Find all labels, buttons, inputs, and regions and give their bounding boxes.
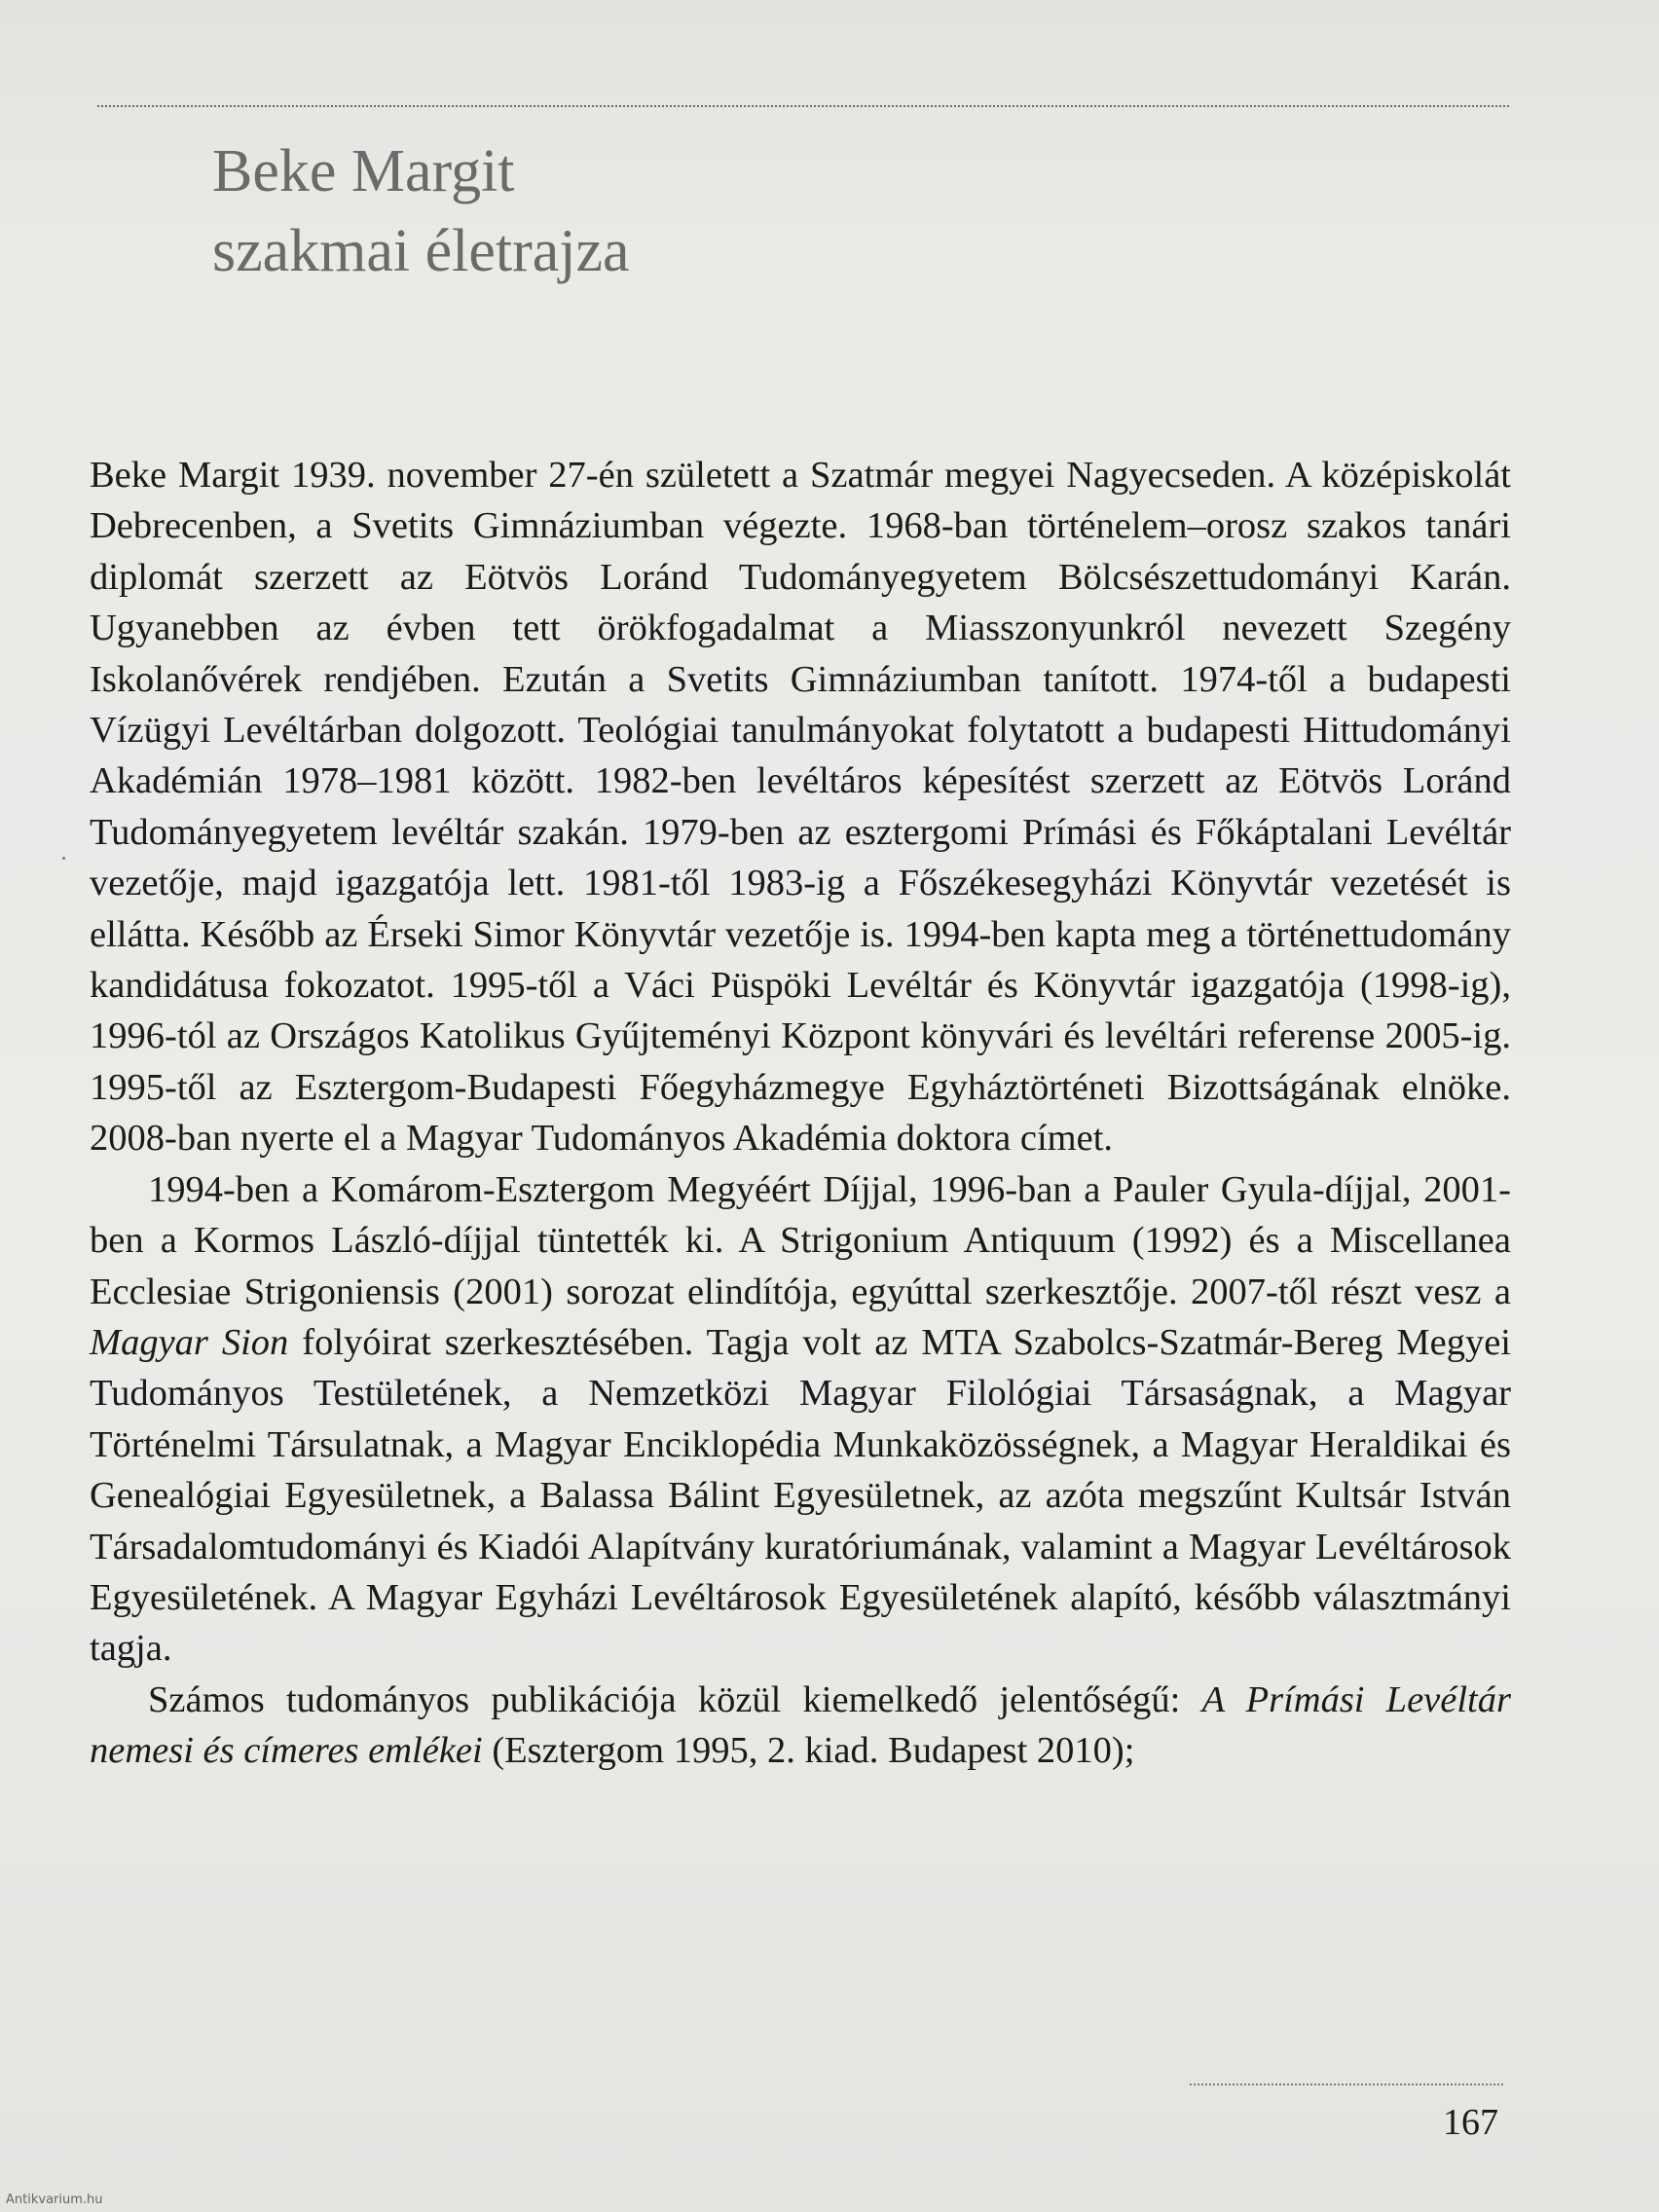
body-paragraph bbox=[90, 1164, 1511, 1675]
page-title bbox=[212, 131, 630, 291]
top-dotted-rule bbox=[97, 105, 1509, 107]
paragraph-text: 1994-ben a Komárom-Esztergom Megyéért Díjjal, 1996-ban a Pauler Gyula-díjjal, 2001-ben a Kormos László-díjjal tüntették ki. A Strigonium Antiquum (1992) és a Miscellanea Ecclesiae Strigoniensis (2001) sorozat elindítója, egyúttal szerkesztője. 2007-től részt vesz a bbox=[90, 1168, 1511, 1312]
body-paragraph bbox=[90, 1675, 1511, 1777]
body-paragraph bbox=[90, 450, 1511, 1164]
page-number: 167 bbox=[1443, 2102, 1498, 2143]
paragraph-text: (Esztergom 1995, 2. kiad. Budapest 2010); bbox=[482, 1730, 1135, 1772]
paragraph-text: Számos tudományos publikációja közül kiemelkedő jelentőségű: bbox=[148, 1678, 1202, 1720]
title-line-2: szakmai életrajza bbox=[212, 218, 630, 284]
paragraph-text: Beke Margit 1939. november 27-én született a Szatmár megyei Nagyecseden. A középiskolát Debrecenben, a Svetits Gimnáziumban végezte. 1968-ban történelem–orosz szakos tanári diplomát szerzett az Eötvös Loránd Tudományegyetem Bölcsészettudományi Karán. Ugyanebben az évben tett örökfogadalmat a Miasszonyunkról nevezett Szegény Iskolanővérek rendjében. Ezután a Svetits Gimnáziumban tanított. 1974-től a budapesti Vízügyi Levéltárban dolgozott. Teológiai tanulmányokat folytatott a budapesti Hittudományi Akadémián 1978–1981 között. 1982-ben levéltáros képesítést szerzett az Eötvös Loránd Tudományegyetem levéltár szakán. 1979-ben az esztergomi Prímási és Főkáptalani Levéltár vezetője, majd igazgatója lett. 1981-től 1983-ig a Főszékesegyházi Könyvtár vezetését is ellátta. Később az Érseki Simor Könyvtár vezetője is. 1994-ben kapta meg a történettudomány kandidátusa fokozatot. 1995-től a Váci Püspöki Levéltár és Könyvtár igazgatója (1998-ig), 1996-tól az Országos Katolikus Gyűjteményi Központ könyvári és levéltári referense 2005-ig. 1995-től az Esztergom-Budapesti Főegyházmegye Egyháztörténeti Bizottságának elnöke. 2008-ban nyerte el a Magyar Tudományos Akadémia doktora címet. bbox=[90, 455, 1511, 1160]
paper-speck bbox=[62, 857, 65, 860]
biography-body bbox=[90, 450, 1511, 1777]
italic-title: Magyar Sion bbox=[90, 1321, 289, 1363]
paragraph-text: folyóirat szerkesztésében. Tagja volt az MTA Szabolcs-Szatmár-Bereg Megyei Tudományos Testületének, a Nemzetközi Magyar Filológiai Társaságnak, a Magyar Történelmi Társulatnak, a Magyar Enciklopédia Munkaközösségnek, a Magyar Heraldikai és Genealógiai Egyesületnek, a Balassa Bálint Egyesületnek, az azóta megszűnt Kultsár István Társadalomtudományi és Kiadói Alapítvány kuratóriumának, valamint a Magyar Levéltárosok Egyesületének. A Magyar Egyházi Levéltárosok Egyesületének alapító, később választmányi tagja. bbox=[90, 1321, 1511, 1670]
watermark: Antikvarium.hu bbox=[6, 2193, 103, 2207]
italic-title: A Prímási Levéltár nemesi és címeres emlékei bbox=[90, 1678, 1511, 1772]
bottom-dotted-rule bbox=[1190, 2083, 1503, 2085]
title-line-1: Beke Margit bbox=[212, 138, 515, 204]
